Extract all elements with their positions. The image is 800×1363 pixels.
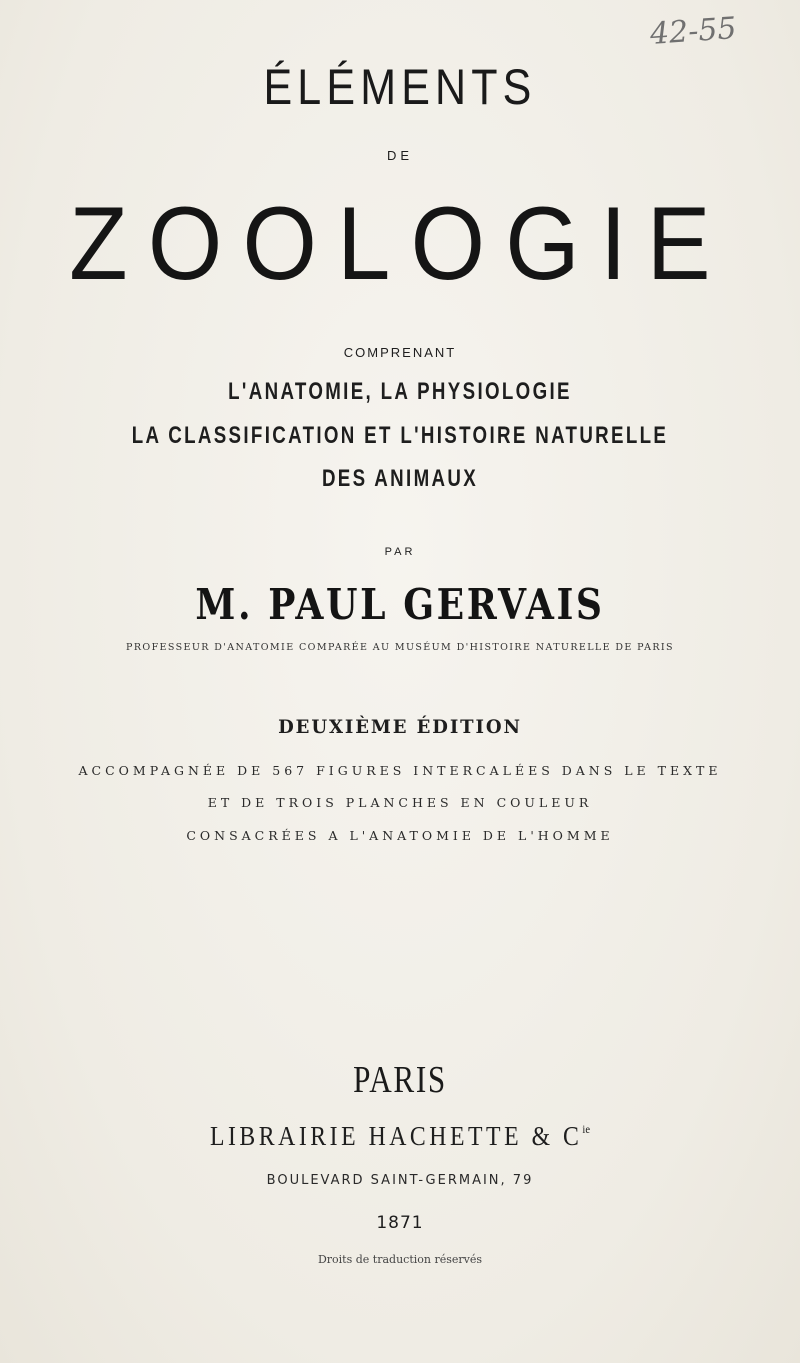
imprint-rights: Droits de traduction réservés <box>317 1253 483 1266</box>
imprint-address: BOULEVARD SAINT-GERMAIN, 79 <box>266 1173 534 1188</box>
subtitle-line-1: L'ANATOMIE, LA PHYSIOLOGIE <box>228 378 572 405</box>
subtitle-line-2: LA CLASSIFICATION ET L'HISTOIRE NATURELLE <box>131 422 669 449</box>
publisher-suffix-letter: C <box>563 1121 583 1151</box>
author-position: PROFESSEUR D'ANATOMIE COMPARÉE AU MUSÉUM D'HISTOIRE NATURELLE DE PARIS <box>126 642 674 653</box>
edition: DEUXIÈME ÉDITION <box>278 716 522 738</box>
subtitle-intro: COMPRENANT <box>343 345 457 360</box>
description-line-2: ET DE TROIS PLANCHES EN COULEUR <box>207 795 593 810</box>
handwritten-shelfmark: 42-55 <box>648 11 738 52</box>
publisher-name: LIBRAIRIE HACHETTE & <box>209 1121 554 1151</box>
title-zoologie: ZOOLOGIE <box>69 186 731 302</box>
subtitle-line-3: DES ANIMAUX <box>321 465 479 492</box>
author-by: PAR <box>384 546 416 558</box>
imprint-city: PARIS <box>353 1059 447 1101</box>
publisher-suffix <box>563 1121 590 1151</box>
title-elements: ÉLÉMENTS <box>263 59 537 115</box>
title-de: DE <box>386 148 414 163</box>
description-line-1: ACCOMPAGNÉE DE 567 FIGURES INTERCALÉES DANS LE TEXTE <box>78 763 722 778</box>
description-line-3: CONSACRÉES A L'ANATOMIE DE L'HOMME <box>186 828 614 843</box>
imprint-year: 1871 <box>376 1213 424 1233</box>
publisher-suffix-sup: ie <box>582 1122 591 1136</box>
author-name: M. PAUL GERVAIS <box>195 580 605 629</box>
imprint-publisher <box>48 1121 752 1152</box>
